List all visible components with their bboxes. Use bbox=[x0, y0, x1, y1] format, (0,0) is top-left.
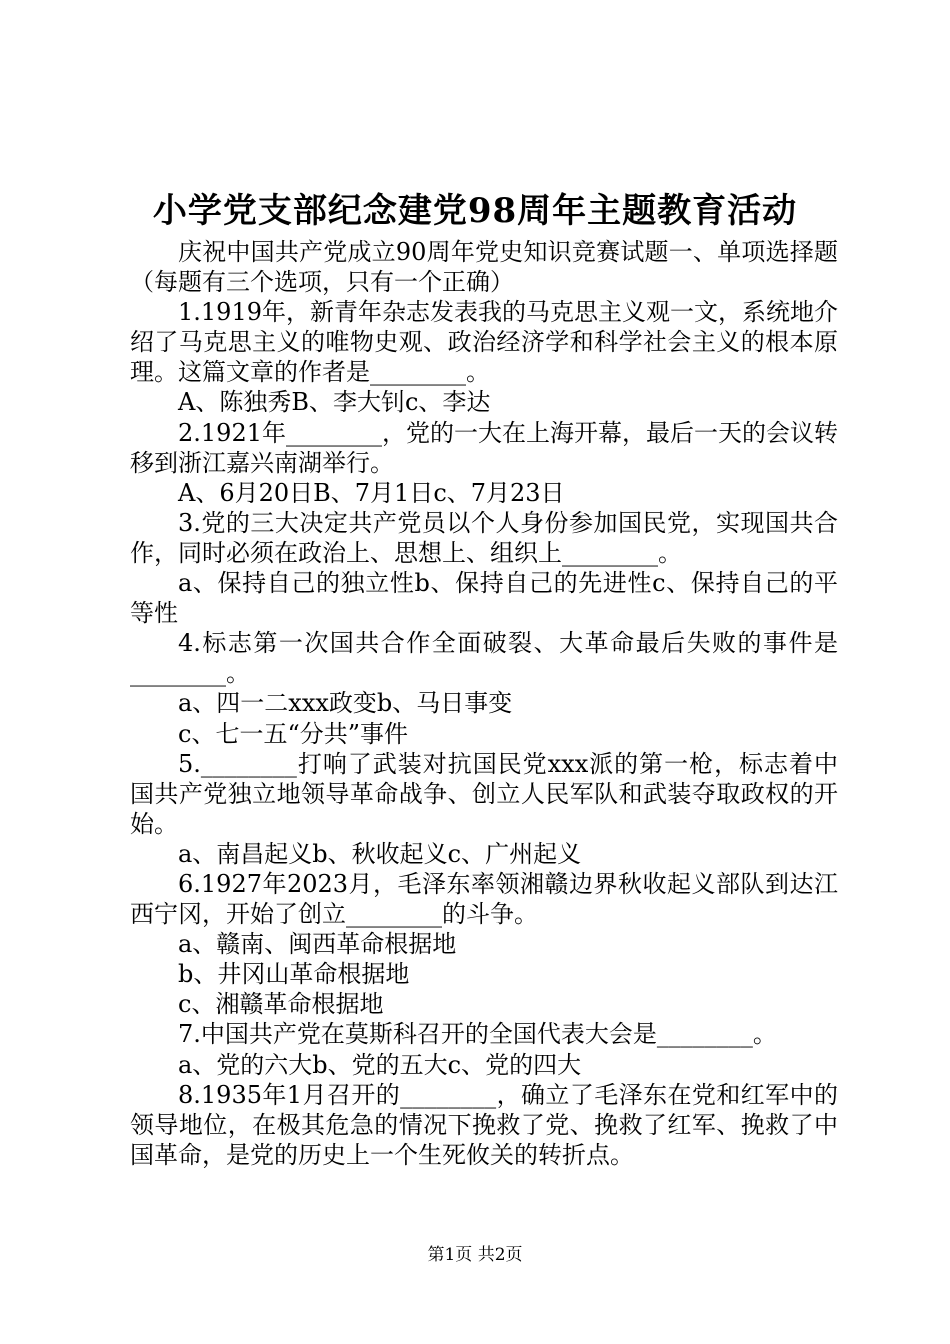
question-4: 4.标志第一次国共合作全面破裂、大革命最后失败的事件是________。 bbox=[130, 629, 838, 688]
question-1: 1.1919年，新青年杂志发表我的马克思主义观一文，系统地介绍了马克思主义的唯物史观、政治经济学和科学社会主义的根本原理。这篇文章的作者是________。 bbox=[130, 298, 838, 387]
page-number-footer: 第1页 共2页 bbox=[427, 1245, 523, 1265]
question-3-options: a、保持自己的独立性b、保持自己的先进性c、保持自己的平等性 bbox=[130, 569, 838, 628]
page-title: 小学党支部纪念建党98周年主题教育活动 bbox=[152, 191, 798, 231]
question-4-option-c: c、七一五“分共”事件 bbox=[178, 719, 408, 748]
question-5: 5.________打响了武装对抗国民党xxx派的第一枪，标志着中国共产党独立地领导革命战争、创立人民军队和武装夺取政权的开始。 bbox=[130, 749, 838, 838]
question-2: 2.1921年________，党的一大在上海开幕，最后一天的会议转移到浙江嘉兴南湖举行。 bbox=[130, 418, 838, 477]
question-5-options: a、南昌起义b、秋收起义c、广州起义 bbox=[178, 839, 582, 868]
question-4-options-ab: a、四一二xxx政变b、马日事变 bbox=[178, 689, 513, 718]
question-6-option-a: a、赣南、闽西革命根据地 bbox=[178, 930, 457, 959]
question-6: 6.1927年2023月，毛泽东率领湘赣边界秋收起义部队到达江西宁冈，开始了创立________的斗争。 bbox=[130, 869, 838, 929]
question-7: 7.中国共产党在莫斯科召开的全国代表大会是________。 bbox=[178, 1020, 777, 1049]
document-body bbox=[130, 237, 838, 1170]
question-6-option-b: b、井冈山革命根据地 bbox=[178, 960, 410, 989]
question-2-options: A、6月20日B、7月1日c、7月23日 bbox=[178, 478, 565, 507]
question-8: 8.1935年1月召开的________，确立了毛泽东在党和红军中的领导地位，在极其危急的情况下挽救了党、挽救了红军、挽救了中国革命，是党的历史上一个生死攸关的转折点。 bbox=[130, 1080, 838, 1169]
question-6-option-c: c、湘赣革命根据地 bbox=[178, 990, 384, 1019]
paragraph-intro: 庆祝中国共产党成立90周年党史知识竞赛试题一、单项选择题（每题有三个选项，只有一个正确） bbox=[130, 238, 838, 297]
question-1-options: A、陈独秀B、李大钊c、李达 bbox=[178, 388, 491, 417]
question-7-options: a、党的六大b、党的五大c、党的四大 bbox=[178, 1050, 582, 1079]
question-3: 3.党的三大决定共产党员以个人身份参加国民党，实现国共合作，同时必须在政治上、思想上、组织上________。 bbox=[130, 508, 838, 567]
